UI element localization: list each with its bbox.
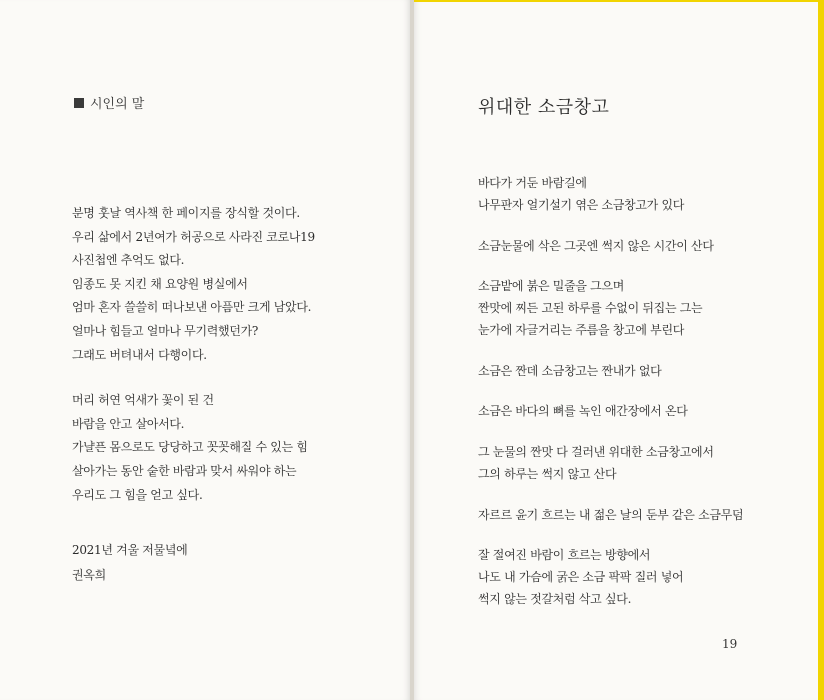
poem-line: 소금눈물에 삭은 그곳엔 썩지 않은 시간이 산다 — [478, 238, 714, 253]
poem-stanza — [478, 275, 798, 341]
preface-line: 그래도 버텨내서 다행이다. — [72, 347, 207, 362]
poem-line: 자르르 윤기 흐르는 내 젊은 날의 둔부 같은 소금무덤 — [478, 507, 744, 522]
preface-paragraph — [72, 202, 392, 367]
poem-line: 소금은 짠데 소금창고는 짠내가 없다 — [478, 363, 662, 378]
signature-author: 권옥희 — [72, 568, 106, 582]
preface-line: 바람을 안고 살아서다. — [72, 416, 185, 431]
poem-stanza — [478, 544, 798, 610]
preface-line: 사진첩엔 추억도 없다. — [72, 253, 185, 268]
signature-date: 2021년 겨울 저물녘에 — [72, 543, 188, 557]
poem-line: 그의 하루는 썩지 않고 산다 — [478, 466, 617, 481]
page-edge-right — [818, 0, 824, 700]
preface-line: 얼마나 힘들고 얼마나 무기력했던가? — [72, 323, 259, 338]
poem-line: 잘 절여진 바람이 흐르는 방향에서 — [478, 548, 651, 563]
preface-line: 임종도 못 지킨 채 요양원 병실에서 — [72, 276, 248, 291]
poem-title: 위대한 소금창고 — [478, 97, 610, 118]
preface-heading-text: 시인의 말 — [90, 97, 145, 112]
preface-paragraph — [72, 389, 392, 507]
poem-line: 소금밭에 붉은 밀줄을 그으며 — [478, 279, 625, 294]
poem-line: 썩지 않는 젓갈처럼 삭고 싶다. — [478, 592, 632, 607]
black-square-icon — [74, 98, 84, 108]
poem-stanza — [478, 441, 798, 485]
preface-line: 살아가는 동안 숱한 바람과 맞서 싸워야 하는 — [72, 463, 297, 478]
poem-line: 그 눈물의 짠맛 다 걸러낸 위대한 소금창고에서 — [478, 444, 714, 459]
poem-line: 소금은 바다의 뼈를 녹인 애간장에서 온다 — [478, 404, 688, 419]
poem-line: 짠맛에 찌든 고된 하루를 수없이 뒤집는 그는 — [478, 301, 703, 316]
preface-line: 분명 훗날 역사책 한 페이지를 장식할 것이다. — [72, 206, 300, 220]
poem-stanza — [478, 400, 798, 422]
left-page — [0, 0, 410, 700]
poem-stanza — [478, 504, 798, 526]
preface-line: 엄마 혼자 쓸쓸히 떠나보낸 아픔만 크게 남았다. — [72, 300, 312, 315]
poem-line: 바다가 거둔 바람길에 — [478, 176, 587, 190]
poem-body — [478, 172, 798, 629]
poem-line: 눈가에 자글거리는 주름을 창고에 부린다 — [478, 323, 685, 338]
poem-line: 나무판자 얼기설기 엮은 소금창고가 있다 — [478, 198, 685, 212]
preface-heading — [74, 93, 144, 112]
page-number: 19 — [722, 637, 738, 651]
preface-line: 우리 삶에서 2년여가 허공으로 사라진 코로나19 — [72, 229, 315, 244]
poem-line: 나도 내 가슴에 굵은 소금 팍팍 질러 넣어 — [478, 570, 684, 585]
preface-body — [72, 202, 392, 529]
signature-block — [72, 538, 187, 588]
preface-line: 우리도 그 힘을 얻고 싶다. — [72, 487, 203, 502]
page-edge-top — [414, 0, 818, 2]
preface-line: 머리 허연 억새가 꽃이 된 건 — [72, 393, 214, 408]
poem-stanza — [478, 235, 798, 257]
poem-stanza — [478, 360, 798, 382]
poem-stanza — [478, 172, 798, 216]
preface-line: 가냘픈 몸으로도 당당하고 꼿꼿해질 수 있는 힘 — [72, 440, 308, 455]
